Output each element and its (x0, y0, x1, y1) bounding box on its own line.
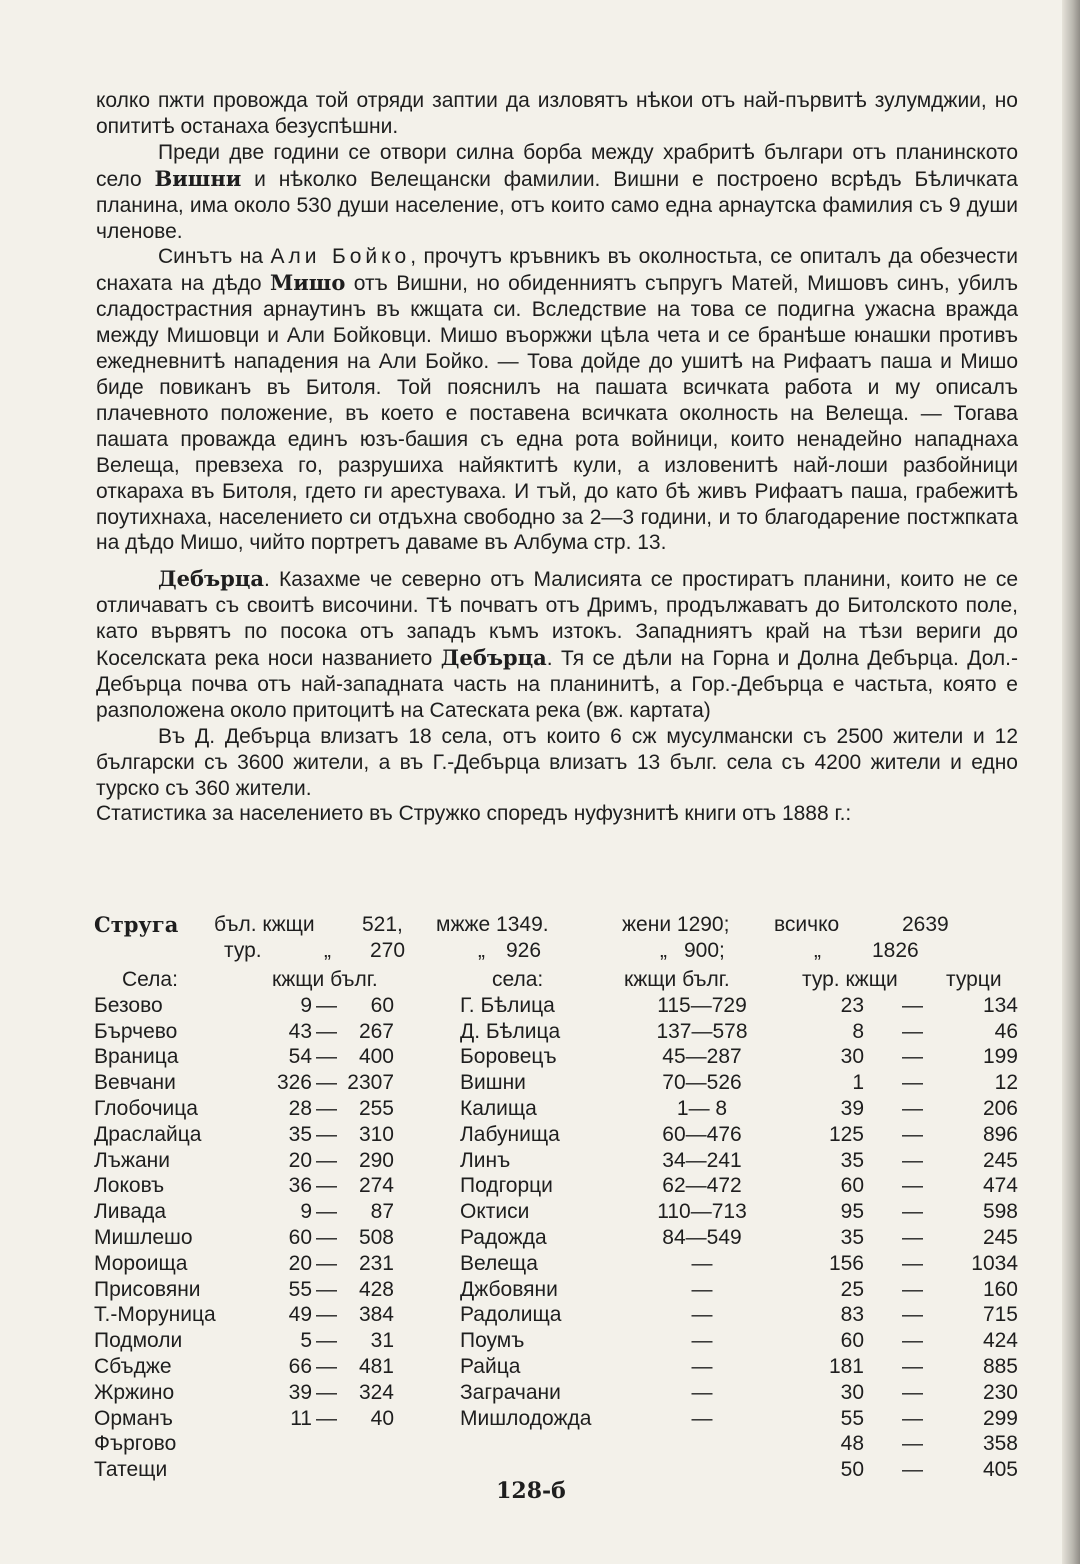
cell-b1: 310 (358, 1122, 394, 1146)
cell-t3: 160 (982, 1277, 1018, 1301)
cell-v2: 62—472 (662, 1174, 742, 1198)
table-row (94, 1303, 1034, 1329)
cell-n1: Вевчани (94, 1071, 176, 1095)
table-row (94, 1381, 1034, 1407)
cell-b1: 2307 (347, 1071, 394, 1095)
ditto-mark: „ (814, 939, 821, 962)
struga-tur-houses: 270 (370, 939, 406, 962)
struga-summary (94, 912, 1034, 964)
cell-d3: — (902, 1122, 923, 1146)
cell-k3: 156 (828, 1251, 864, 1275)
paragraph-1: колко пжти провожда той отряди заптии да изловятъ нѣкои отъ най-първитѣ зулумджии, но опититѣ останаха безуспѣшни. (96, 89, 1018, 138)
cell-n2: Велеща (460, 1251, 538, 1275)
cell-k3: 83 (840, 1303, 864, 1327)
cell-d1: — (316, 1277, 337, 1301)
cell-n2: Октиси (460, 1200, 530, 1224)
cell-t3: 358 (982, 1432, 1018, 1456)
region-name-debartsa: Дебърца (440, 645, 547, 671)
cell-b1: 31 (370, 1329, 394, 1353)
cell-n1: Ливада (94, 1200, 167, 1224)
cell-d1: — (316, 1406, 337, 1430)
cell-t3: 245 (982, 1225, 1018, 1249)
cell-n1: Присовяни (94, 1277, 201, 1301)
cell-k3: 60 (840, 1174, 864, 1198)
paragraph-5: Въ Д. Дебърца влизатъ 18 села, отъ които 6 сж мусулмански съ 2500 жители и 12 български съ 3600 жители, а въ Г.-Дебърца влизатъ 13 бълг. села съ 4200 жители и едно турско съ 360 жители. (96, 724, 1018, 800)
text-run: . Казахме че северно отъ Малисията се простиратъ планини, които не се отличаватъ съ своитѣ височини. Тѣ почватъ отъ Дримъ, продължаватъ до Битолското поле, като вървятъ по посока отъ западъ къмъ изтокъ. Западниятъ край на тѣзи вериги до Коселската река носи названието (96, 568, 1018, 671)
cell-k3: 181 (828, 1354, 864, 1378)
cell-t3: 1034 (971, 1251, 1018, 1275)
table-row (94, 1432, 1034, 1458)
ditto-mark: „ (324, 939, 331, 962)
struga-tur-women: 900; (684, 939, 725, 962)
cell-d1: — (316, 1071, 337, 1095)
cell-v2: 115—729 (657, 993, 747, 1017)
cell-v2: 1— 8 (676, 1096, 728, 1120)
cell-b1: 508 (358, 1225, 394, 1249)
table-header (94, 968, 1034, 994)
cell-t3: 896 (982, 1122, 1018, 1146)
text-run: отъ Вишни, но обиденниятъ съпругъ Матей, Мишовъ синъ, убилъ сладострастния арнаутинъ въ кжщата си. Вследствие на това се подигна ужасна вражда между Мишовци и Али Бойковци. Мишо въоржжи цѣла чета и се бранѣше юнашки противъ ежедневнитѣ нападения на Али Бойко. — Това дойде до ушитѣ на Рифаатъ паша и Мишо биде повиканъ въ Битоля. Той пояснилъ на пашата всичката работа и му описалъ плачевното положение, въ което е поставена всичката околность на Велеща. — Тогава пашата проважда единъ юзъ-башия съ една рота войници, които ненадейно нападнаха Велеща, превзеха го, разрушиха найяктитѣ кули, а изловенитѣ най-лоши разбойници откараха въ Битоля, гдето ги арестуваха. И тъй, до като бѣ живъ Рифаатъ паша, грабежитѣ поутихнаха, населението си отдъхна свободно за 2—3 години, и то благодарение постжпката на дѣдо Мишо, чийто портретъ даваме въ Албума стр. 13. (96, 272, 1018, 555)
struga-tur-label: тур. (224, 939, 262, 962)
village-name-vishni: Вишни (154, 165, 242, 191)
cell-b1: 231 (358, 1251, 394, 1275)
cell-t3: 12 (994, 1071, 1018, 1095)
struga-label: Струга (94, 912, 179, 937)
cell-t3: 245 (982, 1148, 1018, 1172)
cell-v2: — (691, 1277, 713, 1301)
paragraph-4 (96, 566, 1018, 723)
cell-t3: 230 (982, 1380, 1018, 1404)
cell-t3: 598 (982, 1200, 1018, 1224)
cell-d3: — (902, 1045, 923, 1069)
cell-v2: — (691, 1406, 713, 1430)
cell-d1: — (316, 1019, 337, 1043)
cell-k1: 66 (288, 1354, 312, 1378)
cell-d1: — (316, 1122, 337, 1146)
cell-t3: 299 (982, 1406, 1018, 1430)
cell-v2: 45—287 (662, 1045, 742, 1069)
cell-v2: — (691, 1303, 713, 1327)
cell-b1: 267 (358, 1019, 394, 1043)
table-row (94, 1149, 1034, 1175)
cell-d3: — (902, 1071, 923, 1095)
cell-k3: 8 (852, 1019, 864, 1043)
table-row (94, 1329, 1034, 1355)
table-row (94, 1200, 1034, 1226)
cell-t3: 206 (982, 1096, 1018, 1120)
header-bulg-houses-1: кжщи бълг. (272, 968, 378, 991)
cell-d3: — (902, 1148, 923, 1172)
cell-t3: 715 (982, 1303, 1018, 1327)
cell-k1: 11 (290, 1406, 312, 1430)
cell-n2: Калища (460, 1096, 537, 1120)
cell-t3: 885 (982, 1354, 1018, 1378)
cell-b1: 40 (370, 1406, 394, 1430)
paragraph-3 (96, 244, 1018, 556)
cell-d1: — (316, 1148, 337, 1172)
cell-k3: 1 (852, 1071, 864, 1095)
cell-d3: — (902, 1432, 923, 1456)
cell-t3: 46 (994, 1019, 1018, 1043)
cell-b1: 255 (358, 1096, 394, 1120)
cell-n1: Глобочица (94, 1096, 198, 1120)
cell-d3: — (902, 1200, 923, 1224)
cell-n1: Фъргово (94, 1432, 177, 1456)
header-villages-2: села: (492, 968, 544, 991)
cell-d3: — (902, 1251, 923, 1275)
cell-d3: — (902, 1174, 923, 1198)
struga-women: жени 1290; (622, 913, 730, 936)
table-row (94, 1355, 1034, 1381)
text-run: . Тя се дѣли на Горна и Долна Дебърца. Дол.-Дебърца почва отъ най-западната часть на планинитѣ, а Гор.-Дебърца е частьта, която е разположена около притоцитѣ на Сатеската река (вж. картата) (96, 647, 1019, 722)
cell-t3: 134 (982, 993, 1018, 1017)
cell-k3: 30 (840, 1045, 864, 1069)
page-number: 128-б (496, 1478, 566, 1504)
cell-n2: Радожда (460, 1225, 547, 1249)
cell-v2: 60—476 (662, 1122, 742, 1146)
cell-d1: — (316, 1329, 337, 1353)
table-row (94, 1174, 1034, 1200)
cell-k1: 60 (288, 1225, 312, 1249)
cell-n1: Жржино (94, 1380, 175, 1404)
cell-t3: 199 (982, 1045, 1018, 1069)
cell-v2: 110—713 (657, 1200, 747, 1224)
cell-d3: — (902, 1225, 923, 1249)
cell-n2: Вишни (460, 1071, 526, 1095)
cell-d1: — (316, 1380, 337, 1404)
cell-n2: Боровецъ (460, 1045, 557, 1069)
cell-d3: — (902, 1277, 923, 1301)
cell-k1: 49 (288, 1303, 312, 1327)
cell-k1: 55 (288, 1277, 312, 1301)
cell-n2: Джбовяни (460, 1277, 558, 1301)
cell-d1: — (316, 1251, 337, 1275)
cell-k1: 20 (288, 1148, 312, 1172)
cell-k3: 30 (840, 1380, 864, 1404)
cell-n1: Лъжани (94, 1148, 170, 1172)
cell-b1: 428 (358, 1277, 394, 1301)
cell-d3: — (902, 1354, 923, 1378)
cell-t3: 424 (982, 1329, 1018, 1353)
cell-d1: — (316, 1225, 337, 1249)
cell-k3: 35 (840, 1225, 864, 1249)
cell-d1: — (316, 1045, 337, 1069)
cell-n1: Т.-Моруница (94, 1303, 216, 1327)
cell-k1: 9 (300, 993, 312, 1017)
cell-d1: — (316, 1303, 337, 1327)
ditto-mark: „ (660, 939, 667, 962)
cell-b1: 60 (370, 993, 394, 1017)
cell-b1: 384 (358, 1303, 394, 1327)
cell-k1: 28 (288, 1096, 312, 1120)
ditto-mark: „ (478, 939, 485, 962)
cell-n2: Лабунища (460, 1122, 560, 1146)
cell-k3: 25 (840, 1277, 864, 1301)
cell-k3: 60 (840, 1329, 864, 1353)
table-row (94, 1226, 1034, 1252)
cell-v2: — (691, 1329, 713, 1353)
cell-n2: Райца (460, 1354, 521, 1378)
cell-n2: Г. Бѣлица (460, 993, 555, 1017)
cell-t3: 474 (982, 1174, 1018, 1198)
text-run: Синътъ на (158, 245, 271, 269)
cell-n1: Мишлешо (94, 1225, 193, 1249)
text-run: Преди две години се отвори силна борба между храбритѣ българи отъ планинското село (96, 140, 1018, 191)
cell-k3: 39 (840, 1096, 864, 1120)
village-statistics-table (94, 968, 1034, 1484)
table-row (94, 1278, 1034, 1304)
cell-b1: 87 (370, 1200, 394, 1224)
header-bulg-houses-2: кжщи бълг. (624, 968, 730, 991)
cell-d3: — (902, 1458, 923, 1482)
cell-k1: 39 (288, 1380, 312, 1404)
cell-d3: — (902, 1406, 923, 1430)
cell-k1: 43 (288, 1019, 312, 1043)
cell-k1: 326 (276, 1071, 312, 1095)
cell-d3: — (902, 1329, 923, 1353)
cell-v2: 84—549 (662, 1225, 742, 1249)
cell-b1: 481 (358, 1354, 394, 1378)
cell-d1: — (316, 1200, 337, 1224)
cell-k1: 54 (288, 1045, 312, 1069)
table-row (94, 1071, 1034, 1097)
cell-n1: Орманъ (94, 1406, 173, 1430)
header-villages-1: Села: (122, 968, 178, 991)
table-body (94, 994, 1034, 1484)
cell-b1: 290 (358, 1148, 394, 1172)
cell-v2: 70—526 (662, 1071, 742, 1095)
cell-n1: Драслайца (94, 1122, 202, 1146)
header-turk-houses: тур. кжщи (802, 968, 898, 991)
struga-men: мжже 1349. (436, 913, 549, 936)
cell-n1: Локовъ (94, 1174, 165, 1198)
cell-n1: Враница (94, 1045, 179, 1069)
cell-d3: — (902, 993, 923, 1017)
cell-n2: Д. Бѣлица (460, 1019, 561, 1043)
cell-d3: — (902, 1380, 923, 1404)
cell-n1: Подмоли (94, 1329, 183, 1353)
cell-k1: 36 (288, 1174, 312, 1198)
cell-k1: 35 (288, 1122, 312, 1146)
struga-row-turkish (94, 938, 1034, 964)
cell-d1: — (316, 993, 337, 1017)
cell-d3: — (902, 1019, 923, 1043)
cell-d1: — (316, 1174, 337, 1198)
table-row (94, 1020, 1034, 1046)
struga-houses-label: бъл. кжщи (214, 913, 315, 936)
cell-n2: Подгорци (460, 1174, 553, 1198)
cell-d3: — (902, 1303, 923, 1327)
text-run: и нѣколко Велещански фамилии. Вишни е построено всрѣдъ Бѣличката планина, има около 530 души население, отъ които само една арнаутска фамилия съ 9 души членове. (96, 167, 1018, 243)
cell-n1: Мороища (94, 1251, 188, 1275)
table-row (94, 1252, 1034, 1278)
header-turks: турци (946, 968, 1002, 991)
cell-k3: 48 (840, 1432, 864, 1456)
cell-d1: — (316, 1096, 337, 1120)
cell-n2: Заграчани (460, 1380, 561, 1404)
cell-k3: 95 (840, 1200, 864, 1224)
table-row (94, 1097, 1034, 1123)
name-misho: Мишо (269, 270, 346, 296)
cell-d3: — (902, 1096, 923, 1120)
page-edge-shadow (1062, 0, 1080, 1564)
cell-k1: 5 (300, 1329, 312, 1353)
paragraph-2 (96, 140, 1018, 245)
text-run: , прочутъ кръвникъ въ околностьта, се опиталъ да обезчести снахата на дѣдо (96, 245, 1019, 296)
cell-v2: — (691, 1354, 713, 1378)
table-row (94, 1045, 1034, 1071)
struga-tur-men: 926 (506, 939, 542, 962)
cell-k1: 20 (288, 1251, 312, 1275)
cell-b1: 274 (358, 1174, 394, 1198)
cell-n1: Бърчево (94, 1019, 178, 1043)
cell-v2: 34—241 (662, 1148, 742, 1172)
cell-k3: 125 (828, 1122, 864, 1146)
cell-k3: 50 (840, 1458, 864, 1482)
table-row (94, 1123, 1034, 1149)
cell-t3: 405 (982, 1458, 1018, 1482)
cell-k3: 55 (840, 1406, 864, 1430)
body-text (96, 88, 1018, 827)
section-heading-debartsa: Дебърца (158, 566, 264, 592)
cell-k3: 23 (840, 993, 864, 1017)
struga-row-bulgarian (94, 912, 1034, 938)
struga-tur-total: 1826 (872, 939, 919, 962)
cell-n2: Радолища (460, 1303, 562, 1327)
cell-v2: — (691, 1380, 713, 1404)
cell-k1: 9 (300, 1200, 312, 1224)
cell-b1: 324 (358, 1380, 394, 1404)
cell-k3: 35 (840, 1148, 864, 1172)
cell-n1: Сбъдже (94, 1354, 172, 1378)
cell-d1: — (316, 1354, 337, 1378)
struga-houses-value: 521, (362, 913, 403, 936)
cell-n1: Татещи (94, 1458, 168, 1482)
cell-b1: 400 (358, 1045, 394, 1069)
cell-n1: Безово (94, 993, 163, 1017)
struga-total-label: всичко (774, 913, 840, 936)
cell-n2: Линъ (460, 1148, 511, 1172)
cell-n2: Поумъ (460, 1329, 525, 1353)
name-ali-boyko: Али Бойко (270, 245, 411, 269)
cell-v2: 137—578 (656, 1019, 748, 1043)
cell-n2: Мишлодожда (460, 1406, 592, 1430)
statistics-caption: Статистика за населението въ Стружко споредъ нуфузнитѣ книги отъ 1888 г.: (96, 802, 852, 826)
cell-v2: — (691, 1251, 713, 1275)
struga-total-value: 2639 (902, 913, 949, 936)
table-row (94, 994, 1034, 1020)
table-row (94, 1407, 1034, 1433)
